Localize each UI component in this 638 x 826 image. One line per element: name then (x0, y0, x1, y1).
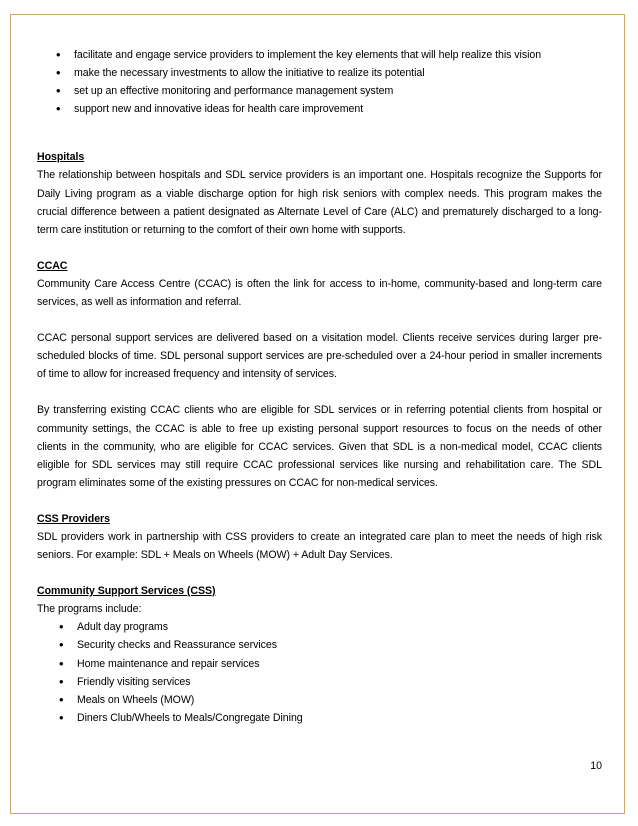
list-item: • facilitate and engage service providers to implement the key elements that will help realize this vision (37, 46, 602, 64)
list-item: • Diners Club/Wheels to Meals/Congregate Dining (37, 709, 602, 727)
list-item: • Home maintenance and repair services (37, 655, 602, 673)
community-support-intro: The programs include: (37, 603, 142, 616)
document-body (37, 46, 602, 727)
intro-bullet-list (37, 46, 602, 118)
hospitals-paragraph: The relationship between hospitals and SDL service providers is an important one. Hospitals recognize the Supports for Daily Living program as a viable discharge option for high risk seniors with complex needs. This program makes the crucial difference between a patient designated as Alternate Level of Care (ALC) and prematurely discharged to a long-term care institution or returning to the comfort of their own home with supports. (37, 169, 602, 236)
list-item: • Adult day programs (37, 618, 602, 636)
hospitals-section (37, 148, 602, 238)
list-item: • set up an effective monitoring and performance management system (37, 82, 602, 100)
programs-list (37, 618, 602, 727)
community-support-section (37, 582, 602, 727)
list-item: • Friendly visiting services (37, 673, 602, 691)
css-providers-heading: CSS Providers (37, 512, 110, 525)
ccac-section (37, 257, 602, 492)
ccac-heading: CCAC (37, 259, 68, 272)
list-item: • Security checks and Reassurance services (37, 636, 602, 654)
list-item: • Meals on Wheels (MOW) (37, 691, 602, 709)
list-item: • support new and innovative ideas for health care improvement (37, 100, 602, 118)
hospitals-heading: Hospitals (37, 151, 85, 164)
ccac-paragraph-3: By transferring existing CCAC clients who are eligible for SDL services or in referring potential clients from hospital or community settings, the CCAC is able to free up existing personal support resources to focus on the needs of other clients in the community, who are eligible for CCAC services. Given that SDL is a non-medical model, CCAC clients eligible for SDL services may still require CCAC professional services like nursing and rehabilitation care. The SDL program eliminates some of the existing pressures on CCAC for non-medical services. (37, 404, 602, 489)
css-providers-section (37, 510, 602, 564)
list-item: • make the necessary investments to allow the initiative to realize its potential (37, 64, 602, 82)
ccac-paragraph-1: Community Care Access Centre (CCAC) is often the link for access to in-home, community-based and long-term care services, as well as information and referral. (37, 277, 602, 309)
page-number: 10 (590, 760, 602, 772)
community-support-heading: Community Support Services (CSS) (37, 585, 216, 598)
ccac-paragraph-2: CCAC personal support services are delivered based on a visitation model. Clients receive services during larger pre-scheduled blocks of time. SDL personal support services are pre-scheduled over a 24-hour period in smaller increments of time to allow for increased frequency and intensity of services. (37, 332, 602, 381)
css-providers-paragraph: SDL providers work in partnership with CSS providers to create an integrated care plan to meet the needs of high risk seniors. For example: SDL + Meals on Wheels (MOW) + Adult Day Services. (37, 530, 602, 562)
